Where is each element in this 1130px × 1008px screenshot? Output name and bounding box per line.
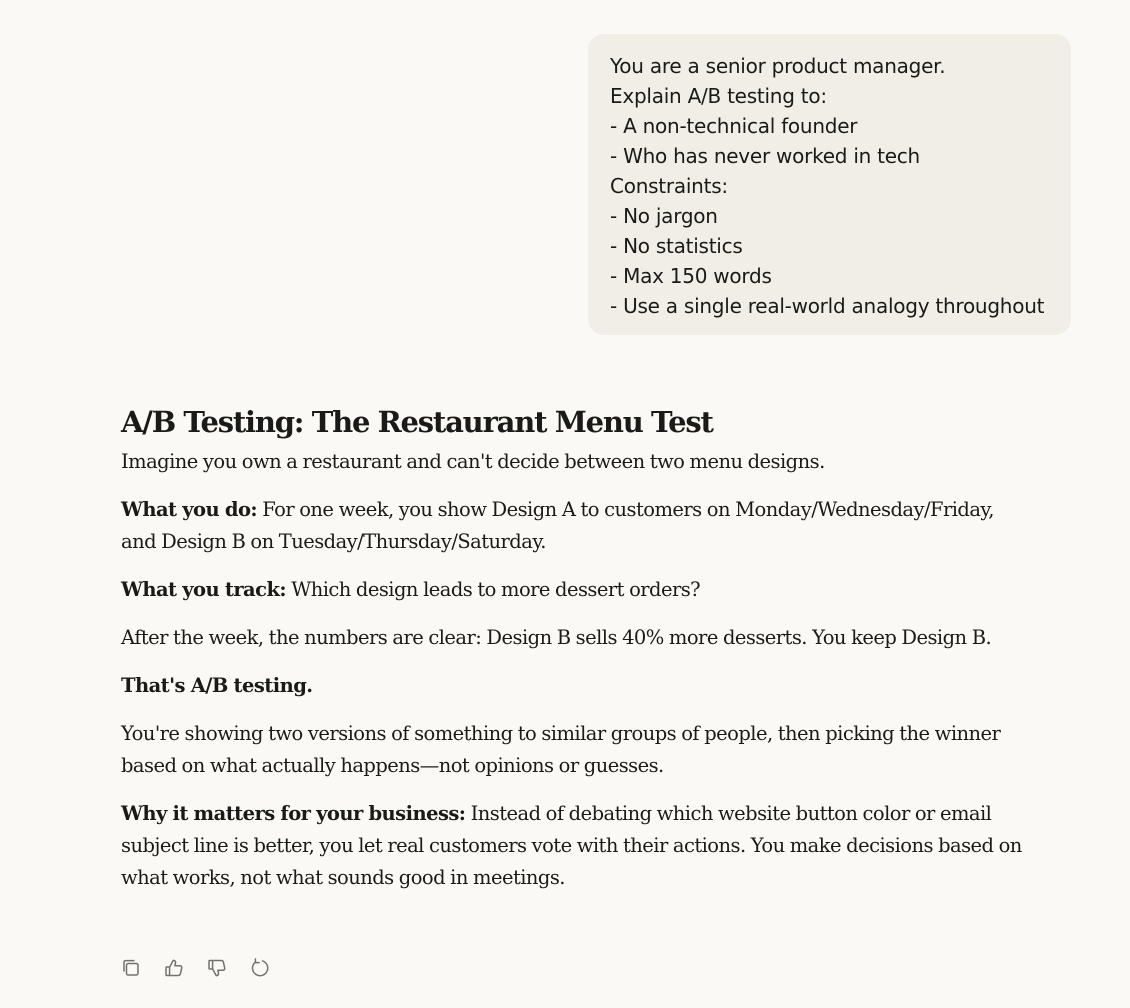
user-message-line: - A non-technical founder <box>610 114 858 138</box>
user-message-line: - Who has never worked in tech <box>610 144 920 168</box>
user-message-line: You are a senior product manager. <box>610 54 946 78</box>
why-it-matters-text: Instead of debating which website button color or email subject line is better, you let real customers vote with their actions. You make decisions based on what works, not what sounds good in meetings. <box>121 802 1022 889</box>
retry-icon <box>249 957 271 979</box>
user-message-line: Explain A/B testing to: <box>610 84 827 108</box>
retry-button[interactable] <box>248 955 272 981</box>
response-result: After the week, the numbers are clear: Design B sells 40% more desserts. You keep Design B. <box>121 626 992 649</box>
copy-icon <box>120 957 142 979</box>
user-message-line: - No jargon <box>610 204 718 228</box>
message-actions <box>119 955 272 981</box>
assistant-response <box>121 400 1026 910</box>
response-title: A/B Testing: The Restaurant Menu Test <box>121 405 713 439</box>
user-message-line: - No statistics <box>610 234 743 258</box>
what-you-do-text: For one week, you show Design A to customers on Monday/Wednesday/Friday, and Design B on Tuesday/Thursday/Saturday. <box>121 498 994 553</box>
user-message-bubble <box>588 34 1071 335</box>
copy-button[interactable] <box>119 955 143 981</box>
response-thats-ab <box>121 670 1026 702</box>
response-why-it-matters <box>121 798 1026 894</box>
thumbs-up-icon <box>163 957 185 979</box>
what-you-do-label: What you do: <box>121 498 258 521</box>
thumbs-up-button[interactable] <box>162 955 186 981</box>
what-you-track-text: Which design leads to more dessert orders? <box>286 578 701 601</box>
thats-ab-testing: That's A/B testing. <box>121 674 313 697</box>
user-message-line: - Max 150 words <box>610 264 772 288</box>
response-what-you-track <box>121 574 1026 606</box>
thumbs-down-icon <box>206 957 228 979</box>
user-message-line: Constraints: <box>610 174 728 198</box>
what-you-track-label: What you track: <box>121 578 287 601</box>
why-it-matters-label: Why it matters for your business: <box>121 802 466 825</box>
thumbs-down-button[interactable] <box>205 955 229 981</box>
response-explanation: You're showing two versions of something to similar groups of people, then picking the winner based on what actually happens—not opinions or guesses. <box>121 722 1001 777</box>
response-intro: Imagine you own a restaurant and can't decide between two menu designs. <box>121 450 825 473</box>
response-what-you-do <box>121 494 1026 558</box>
user-message-line: - Use a single real-world analogy throughout <box>610 294 1045 318</box>
